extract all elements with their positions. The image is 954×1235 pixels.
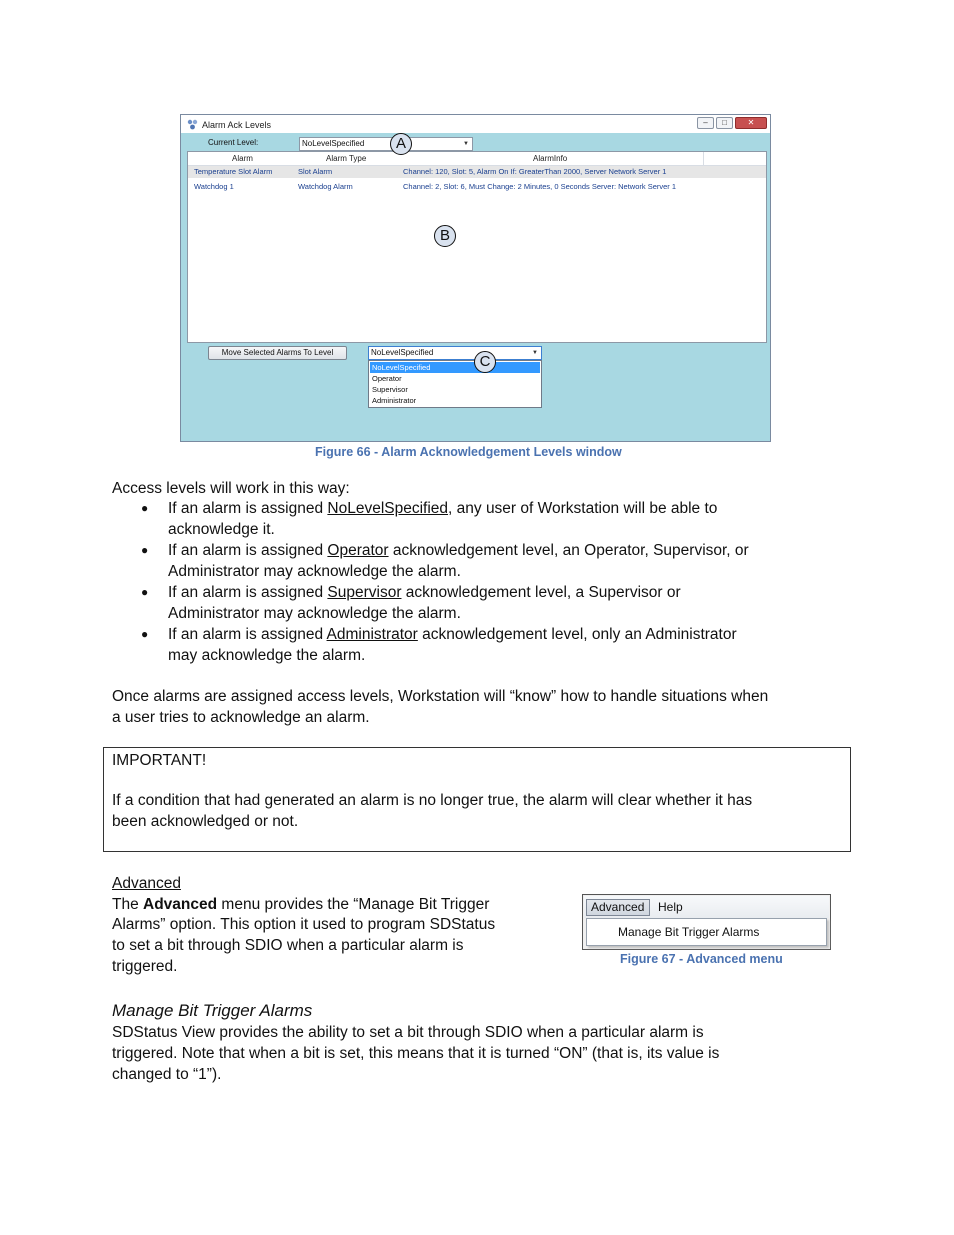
- access-closing-line-1: Once alarms are assigned access levels, Workstation will “know” how to handle situations when: [112, 688, 769, 705]
- menu-advanced[interactable]: Advanced: [586, 899, 650, 916]
- bullet-text: acknowledgement level, a Supervisor or: [401, 584, 681, 601]
- current-level-label: Current Level:: [208, 138, 259, 147]
- access-closing-line-2: a user tries to acknowledge an alarm.: [112, 709, 370, 726]
- dropdown-option[interactable]: Supervisor: [372, 385, 408, 394]
- list-item-continuation: Administrator may acknowledge the alarm.: [168, 563, 461, 580]
- bullet-text: , any user of Workstation will be able to: [448, 500, 718, 517]
- advanced-line-2: Alarms” option. This option it used to program SDStatus: [112, 916, 496, 933]
- callout-a: A: [390, 133, 412, 155]
- advanced-line-1: [112, 894, 489, 915]
- important-line-1: If a condition that had generated an alarm is no longer true, the alarm will clear whether it has: [112, 792, 753, 809]
- row-alarminfo: Channel: 2, Slot: 6, Must Change: 2 Minutes, 0 Seconds Server: Network Server 1: [403, 182, 677, 191]
- row-alarm: Watchdog 1: [194, 182, 234, 191]
- target-level-combo[interactable]: [368, 346, 542, 360]
- close-button[interactable]: ✕: [735, 117, 767, 129]
- bullet-icon: ●: [141, 543, 149, 557]
- level-term: Supervisor: [327, 584, 402, 601]
- level-term: Administrator: [326, 626, 418, 643]
- alarm-grid: [187, 151, 767, 343]
- chevron-down-icon: ▼: [532, 350, 538, 356]
- window-content: [187, 135, 766, 438]
- bullet-icon: ●: [141, 627, 149, 641]
- manage-line-1: SDStatus View provides the ability to set a bit through SDIO when a particular alarm is: [112, 1024, 704, 1041]
- manage-heading: Manage Bit Trigger Alarms: [112, 1001, 313, 1020]
- column-header-alarm: Alarm: [232, 154, 253, 163]
- minimize-button[interactable]: –: [697, 117, 714, 129]
- bullet-text: If an alarm is assigned: [168, 584, 328, 601]
- alarm-ack-levels-window: [180, 114, 771, 442]
- figure-66-caption: Figure 66 - Alarm Acknowledgement Levels window: [315, 445, 622, 459]
- advanced-heading: Advanced: [112, 875, 181, 892]
- menu-help[interactable]: Help: [658, 900, 683, 914]
- window-titlebar: [181, 115, 770, 133]
- column-divider: [703, 152, 704, 165]
- manage-line-2: triggered. Note that when a bit is set, this means that it is turned “ON” (that is, its value is: [112, 1045, 720, 1062]
- chevron-down-icon: ▼: [463, 141, 469, 147]
- list-item-continuation: acknowledge it.: [168, 521, 275, 538]
- bullet-text: If an alarm is assigned: [168, 626, 327, 643]
- important-note-box: [103, 747, 851, 852]
- app-icon: [187, 119, 198, 130]
- callout-b: B: [434, 225, 456, 247]
- bullet-text: If an alarm is assigned: [168, 500, 328, 517]
- important-heading: IMPORTANT!: [112, 752, 207, 769]
- list-item-continuation: may acknowledge the alarm.: [168, 647, 366, 664]
- dropdown-option[interactable]: NoLevelSpecified: [370, 362, 540, 373]
- bullet-icon: ●: [141, 585, 149, 599]
- figure-67-caption: Figure 67 - Advanced menu: [620, 952, 783, 966]
- advanced-menu-popup: [586, 918, 827, 946]
- advanced-text: The: [112, 896, 144, 913]
- maximize-button[interactable]: □: [716, 117, 733, 129]
- window-title: Alarm Ack Levels: [202, 120, 272, 130]
- advanced-line-3: to set a bit through SDIO when a particular alarm is: [112, 937, 464, 954]
- table-row[interactable]: [188, 181, 766, 193]
- row-alarm: Temperature Slot Alarm: [194, 167, 273, 176]
- list-item: [168, 540, 749, 561]
- grid-header: [188, 152, 766, 166]
- row-alarminfo: Channel: 120, Slot: 5, Alarm On If: GreaterThan 2000, Server Network Server 1: [403, 167, 667, 176]
- column-header-alarm-type: Alarm Type: [326, 154, 367, 163]
- advanced-line-4: triggered.: [112, 958, 178, 975]
- list-item: [168, 498, 717, 519]
- bullet-text: acknowledgement level, only an Administrator: [417, 626, 737, 643]
- menu-item-manage-bit-trigger-alarms[interactable]: Manage Bit Trigger Alarms: [618, 925, 760, 939]
- manage-line-3: changed to “1”).: [112, 1066, 222, 1083]
- row-alarm-type: Watchdog Alarm: [298, 182, 353, 191]
- important-line-2: been acknowledged or not.: [112, 813, 299, 830]
- list-item: [168, 582, 681, 603]
- advanced-menu-term: Advanced: [143, 896, 218, 913]
- move-selected-alarms-button[interactable]: Move Selected Alarms To Level: [208, 346, 347, 360]
- bullet-text: If an alarm is assigned: [168, 542, 328, 559]
- table-row[interactable]: [188, 166, 766, 178]
- bullet-icon: ●: [141, 501, 149, 515]
- dropdown-option[interactable]: Administrator: [372, 396, 417, 405]
- bullet-text: acknowledgement level, an Operator, Supervisor, or: [388, 542, 749, 559]
- current-level-value: NoLevelSpecified: [302, 139, 365, 148]
- callout-c: C: [474, 351, 496, 373]
- advanced-menu-figure: [582, 894, 831, 950]
- list-item: [168, 624, 737, 645]
- level-dropdown-list: [368, 360, 542, 408]
- list-item-continuation: Administrator may acknowledge the alarm.: [168, 605, 461, 622]
- level-term: Operator: [327, 542, 389, 559]
- menu-bar: [584, 896, 829, 918]
- row-alarm-type: Slot Alarm: [298, 167, 333, 176]
- access-intro: Access levels will work in this way:: [112, 480, 350, 497]
- current-level-combo[interactable]: [299, 137, 473, 151]
- column-header-alarminfo: AlarmInfo: [533, 154, 568, 163]
- dropdown-option[interactable]: Operator: [372, 374, 402, 383]
- level-term: NoLevelSpecified: [327, 500, 449, 517]
- target-level-value: NoLevelSpecified: [371, 348, 434, 357]
- advanced-text: menu provides the “Manage Bit Trigger: [217, 896, 490, 913]
